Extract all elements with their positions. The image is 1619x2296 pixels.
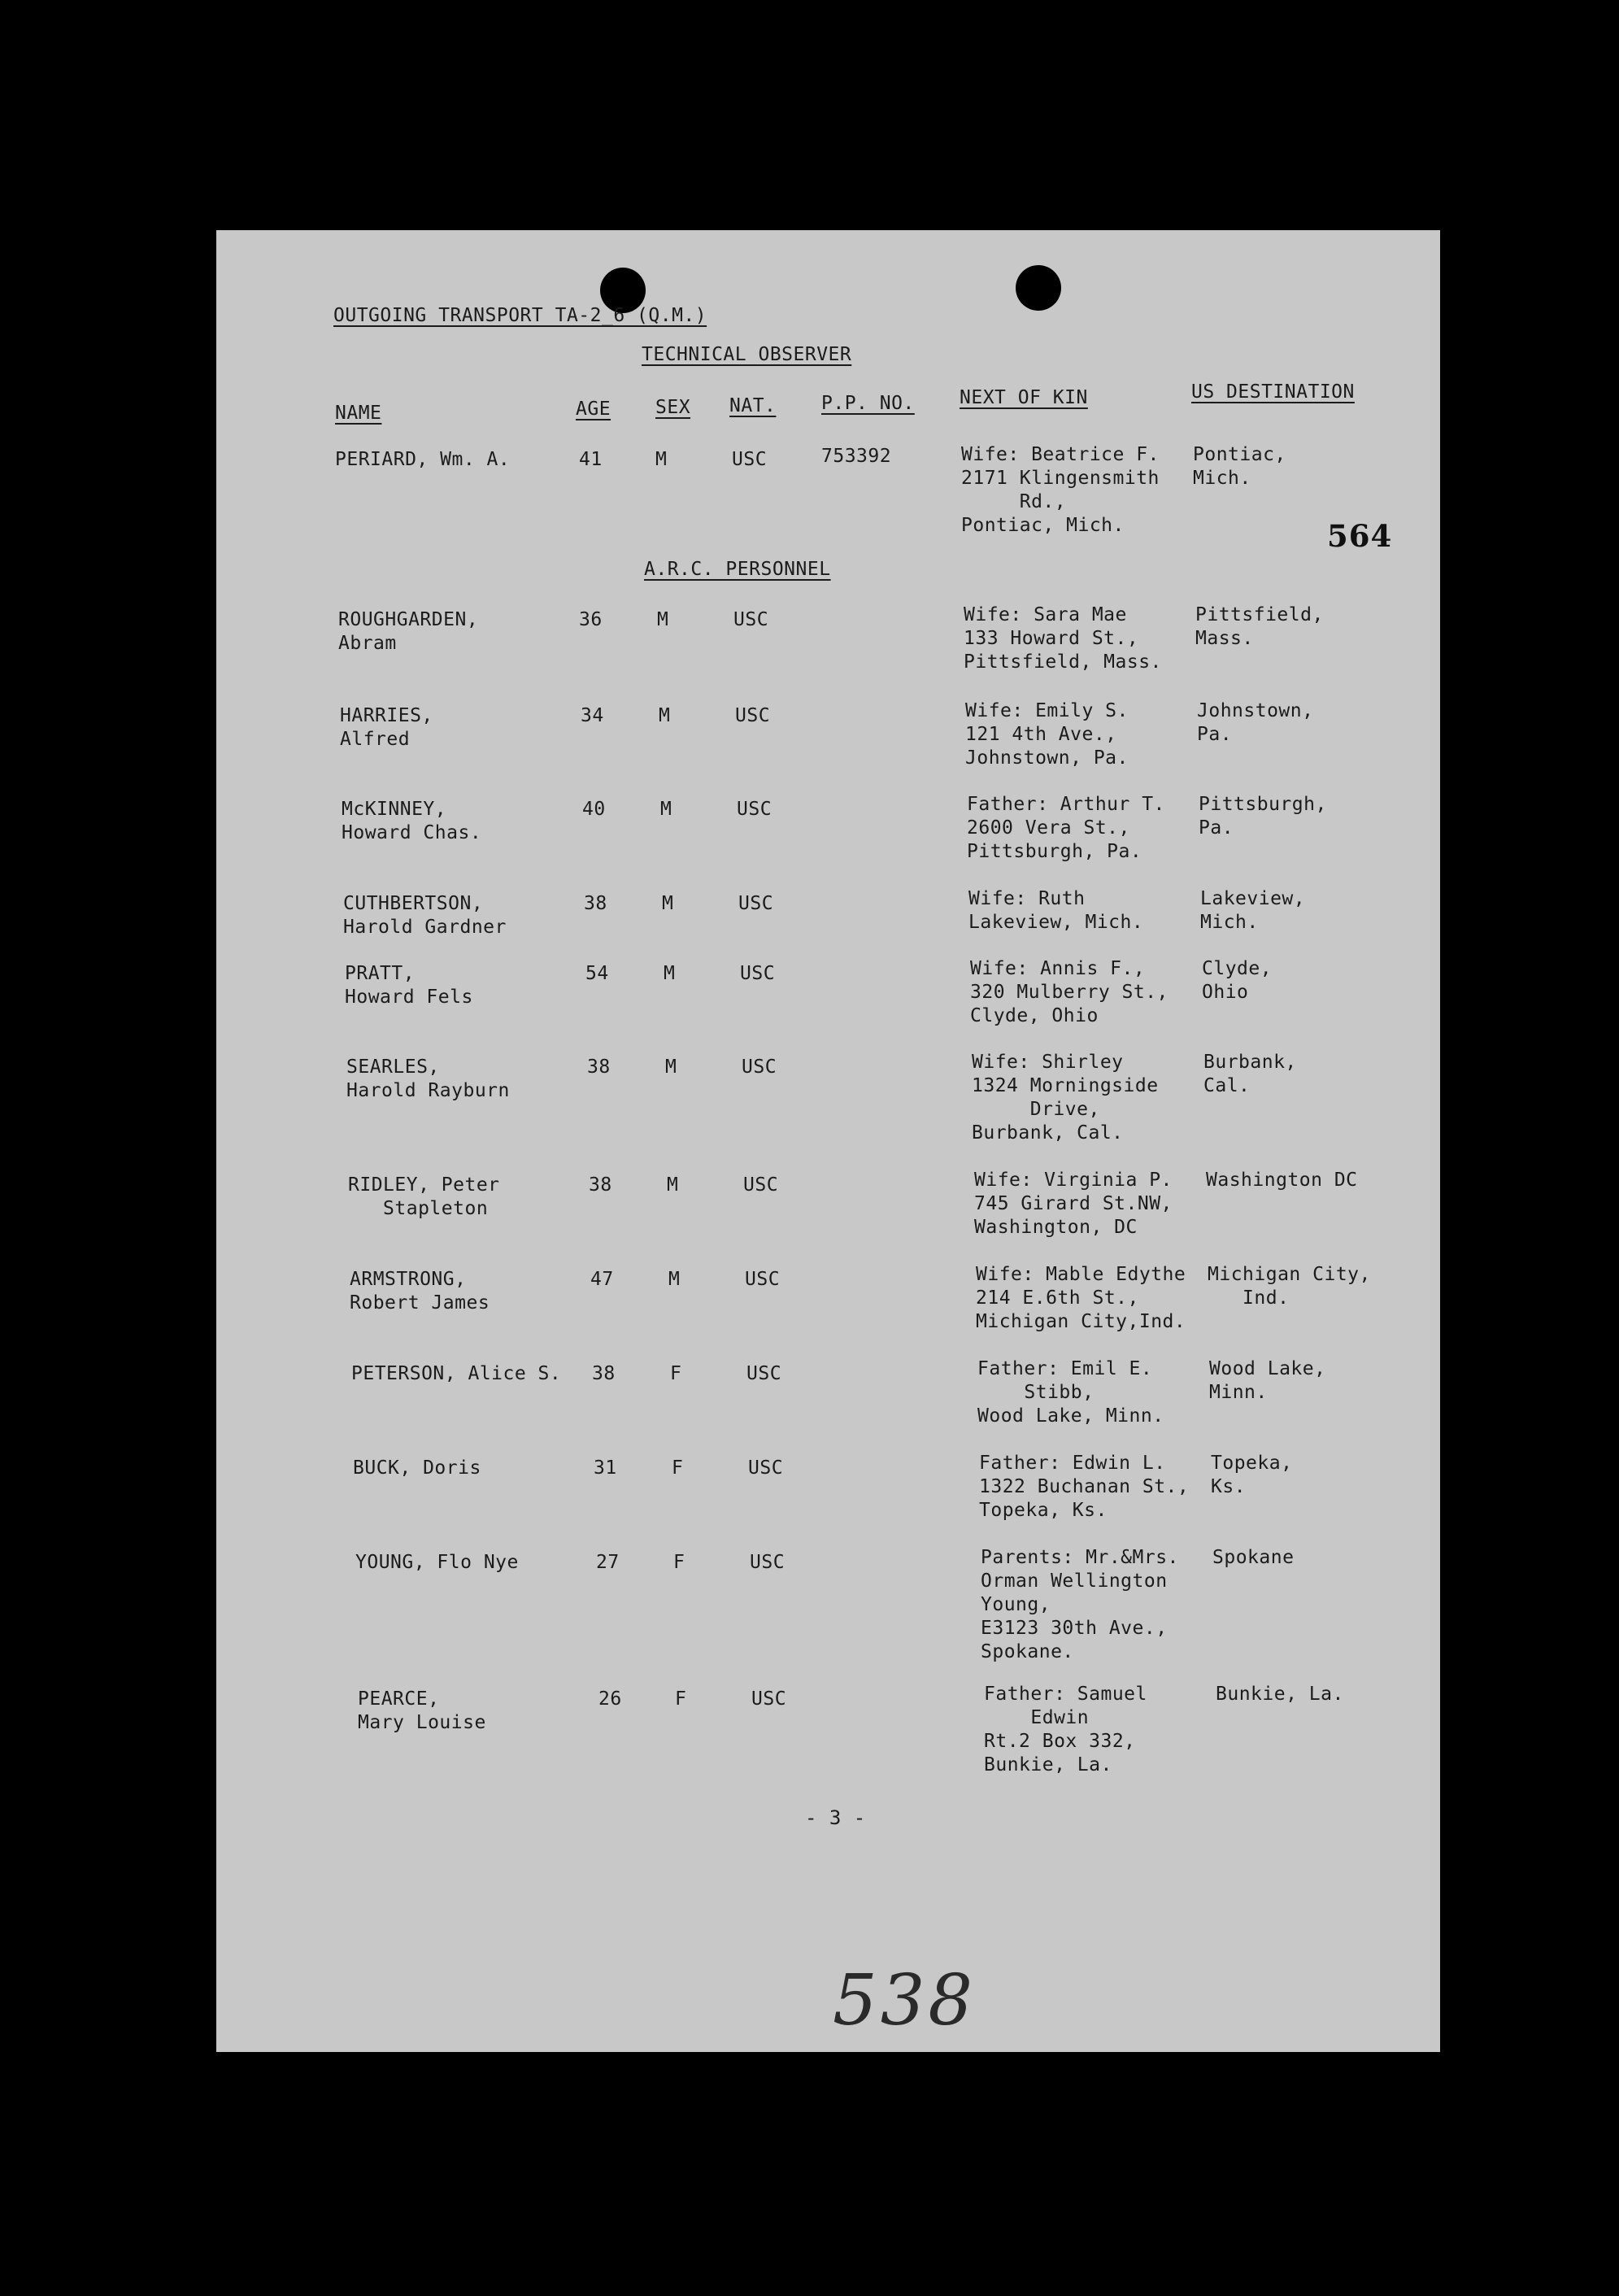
next-of-kin-line: Wife: Mable Edythe	[976, 1264, 1186, 1285]
section-arc-personnel: A.R.C. PERSONNEL	[644, 559, 831, 580]
next-of-kin-line: Wife: Emily S.	[965, 700, 1129, 721]
person-nationality: USC	[737, 799, 773, 820]
next-of-kin-line: Pontiac, Mich.	[961, 515, 1125, 536]
person-name: ARMSTRONG,	[350, 1269, 467, 1290]
person-name: RIDLEY, Peter	[348, 1174, 500, 1196]
person-nationality: USC	[742, 1057, 777, 1078]
person-name: PRATT,	[345, 963, 416, 984]
next-of-kin-line: Wife: Ruth	[968, 888, 1086, 909]
person-name: Howard Chas.	[342, 822, 482, 843]
person-age: 41	[579, 449, 603, 470]
person-nationality: USC	[748, 1457, 784, 1479]
next-of-kin-line: 214 E.6th St.,	[976, 1287, 1139, 1309]
us-destination-line: Wood Lake,	[1209, 1358, 1326, 1379]
next-of-kin-line: Rd.,	[961, 491, 1067, 512]
person-sex: M	[655, 449, 668, 470]
person-age: 27	[596, 1552, 620, 1573]
us-destination-line: Burbank,	[1203, 1052, 1297, 1073]
person-nationality: USC	[745, 1269, 781, 1290]
us-destination-line: Michigan City,	[1208, 1264, 1371, 1285]
next-of-kin-line: Michigan City,Ind.	[976, 1311, 1186, 1332]
next-of-kin-line: Father: Samuel	[984, 1684, 1147, 1705]
next-of-kin-line: Pittsburgh, Pa.	[967, 841, 1142, 862]
person-age: 31	[594, 1457, 617, 1479]
person-sex: F	[670, 1363, 682, 1384]
next-of-kin-line: Johnstown, Pa.	[965, 747, 1129, 769]
next-of-kin-line: Washington, DC	[974, 1217, 1138, 1238]
next-of-kin-line: Wife: Beatrice F.	[961, 444, 1160, 465]
person-nationality: USC	[740, 963, 776, 984]
column-header-name: NAME	[335, 403, 382, 424]
next-of-kin-line: Wife: Virginia P.	[974, 1170, 1173, 1191]
person-sex: M	[665, 1057, 677, 1078]
next-of-kin-line: Drive,	[972, 1099, 1100, 1120]
us-destination-line: Pittsfield,	[1195, 604, 1324, 625]
person-name: HARRIES,	[340, 705, 433, 726]
person-name: BUCK, Doris	[353, 1457, 481, 1479]
person-name: ROUGHGARDEN,	[338, 609, 479, 630]
person-age: 38	[584, 893, 607, 914]
person-age: 47	[590, 1269, 614, 1290]
person-sex: M	[662, 893, 674, 914]
document-title: OUTGOING TRANSPORT TA-2_6 (Q.M.)	[333, 305, 707, 326]
us-destination-line: Cal.	[1203, 1075, 1251, 1096]
us-destination-line: Bunkie, La.	[1216, 1684, 1344, 1705]
next-of-kin-line: Orman Wellington	[981, 1571, 1168, 1592]
person-sex: M	[660, 799, 672, 820]
next-of-kin-line: Topeka, Ks.	[979, 1500, 1108, 1521]
next-of-kin-line: Burbank, Cal.	[972, 1122, 1124, 1144]
us-destination-line: Pittsburgh,	[1199, 794, 1327, 815]
us-destination-line: Ohio	[1202, 982, 1249, 1003]
column-header-age: AGE	[576, 399, 611, 420]
person-name: PETERSON, Alice S.	[351, 1363, 562, 1384]
punch-hole-right	[1016, 265, 1061, 311]
person-sex: M	[659, 705, 671, 726]
person-sex: M	[667, 1174, 679, 1196]
person-sex: F	[673, 1552, 685, 1573]
us-destination-line: Pa.	[1197, 724, 1233, 745]
next-of-kin-line: 2171 Klingensmith	[961, 468, 1160, 489]
column-header-nat: NAT.	[729, 395, 777, 416]
column-header-us-destination: US DESTINATION	[1191, 381, 1355, 403]
person-sex: M	[668, 1269, 681, 1290]
us-destination-line: Mass.	[1195, 628, 1254, 649]
next-of-kin-line: Father: Emil E.	[977, 1358, 1153, 1379]
person-nationality: USC	[751, 1688, 787, 1710]
us-destination-line: Washington DC	[1206, 1170, 1358, 1191]
next-of-kin-line: Wood Lake, Minn.	[977, 1405, 1164, 1427]
person-sex: F	[672, 1457, 684, 1479]
section-technical-observer: TECHNICAL OBSERVER	[642, 344, 852, 365]
column-header-pp-no: P.P. NO.	[821, 393, 915, 414]
next-of-kin-line: Wife: Annis F.,	[970, 958, 1146, 979]
passport-number: 753392	[821, 446, 892, 467]
person-age: 34	[581, 705, 604, 726]
person-name: CUTHBERTSON,	[343, 893, 484, 914]
person-sex: M	[657, 609, 669, 630]
us-destination-line: Clyde,	[1202, 958, 1273, 979]
next-of-kin-line: Parents: Mr.&Mrs.	[981, 1547, 1179, 1568]
person-nationality: USC	[738, 893, 774, 914]
person-name: Abram	[338, 633, 397, 654]
person-nationality: USC	[732, 449, 768, 470]
next-of-kin-line: Lakeview, Mich.	[968, 912, 1144, 933]
next-of-kin-line: 121 4th Ave.,	[965, 724, 1117, 745]
person-age: 38	[592, 1363, 616, 1384]
person-name: Harold Rayburn	[346, 1080, 510, 1101]
next-of-kin-line: Clyde, Ohio	[970, 1005, 1099, 1026]
next-of-kin-line: 2600 Vera St.,	[967, 817, 1130, 839]
person-name: Stapleton	[348, 1198, 489, 1219]
us-destination-line: Pontiac,	[1193, 444, 1286, 465]
us-destination-line: Topeka,	[1211, 1453, 1293, 1474]
person-age: 36	[579, 609, 603, 630]
person-name: McKINNEY,	[342, 799, 447, 820]
next-of-kin-line: Edwin	[984, 1707, 1090, 1728]
person-nationality: USC	[750, 1552, 786, 1573]
us-destination-line: Pa.	[1199, 817, 1234, 839]
person-nationality: USC	[746, 1363, 782, 1384]
next-of-kin-line: 1322 Buchanan St.,	[979, 1476, 1190, 1497]
person-sex: M	[664, 963, 676, 984]
next-of-kin-line: Rt.2 Box 332,	[984, 1731, 1136, 1752]
person-name: Howard Fels	[345, 987, 473, 1008]
next-of-kin-line: Spokane.	[981, 1641, 1074, 1662]
us-destination-line: Spokane	[1212, 1547, 1295, 1568]
column-header-next-of-kin: NEXT OF KIN	[960, 387, 1088, 408]
person-name: Mary Louise	[358, 1712, 486, 1733]
next-of-kin-line: 133 Howard St.,	[964, 628, 1139, 649]
next-of-kin-line: 320 Mulberry St.,	[970, 982, 1169, 1003]
person-nationality: USC	[743, 1174, 779, 1196]
us-destination-line: Mich.	[1200, 912, 1259, 933]
column-header-sex: SEX	[655, 397, 691, 418]
person-name: Alfred	[340, 729, 411, 750]
next-of-kin-line: Wife: Sara Mae	[964, 604, 1127, 625]
next-of-kin-line: 1324 Morningside	[972, 1075, 1159, 1096]
next-of-kin-line: Father: Arthur T.	[967, 794, 1165, 815]
us-destination-line: Minn.	[1209, 1382, 1268, 1403]
person-age: 38	[589, 1174, 612, 1196]
next-of-kin-line: Stibb,	[977, 1382, 1095, 1403]
person-nationality: USC	[735, 705, 771, 726]
next-of-kin-line: Bunkie, La.	[984, 1754, 1112, 1775]
person-age: 40	[582, 799, 606, 820]
person-name: Robert James	[350, 1292, 490, 1314]
person-age: 38	[587, 1057, 611, 1078]
next-of-kin-line: E3123 30th Ave.,	[981, 1618, 1168, 1639]
us-destination-line: Johnstown,	[1197, 700, 1314, 721]
person-sex: F	[675, 1688, 687, 1710]
us-destination-line: Lakeview,	[1200, 888, 1306, 909]
us-destination-line: Ind.	[1208, 1287, 1290, 1309]
us-destination-line: Ks.	[1211, 1476, 1247, 1497]
next-of-kin-line: Young,	[981, 1594, 1051, 1615]
person-nationality: USC	[733, 609, 769, 630]
person-name: YOUNG, Flo Nye	[355, 1552, 519, 1573]
next-of-kin-line: Wife: Shirley	[972, 1052, 1124, 1073]
person-age: 26	[598, 1688, 622, 1710]
person-age: 54	[585, 963, 609, 984]
document-page	[216, 230, 1440, 2052]
person-name: PEARCE,	[358, 1688, 440, 1710]
stamped-number: 564	[1327, 518, 1393, 554]
person-name: SEARLES,	[346, 1057, 440, 1078]
next-of-kin-line: Pittsfield, Mass.	[964, 651, 1162, 673]
person-name: Harold Gardner	[343, 917, 507, 938]
next-of-kin-line: Father: Edwin L.	[979, 1453, 1166, 1474]
next-of-kin-line: 745 Girard St.NW,	[974, 1193, 1173, 1214]
us-destination-line: Mich.	[1193, 468, 1251, 489]
person-name: PERIARD, Wm. A.	[335, 449, 511, 470]
page-number: - 3 -	[805, 1806, 866, 1829]
handwritten-number: 538	[833, 1960, 977, 2041]
